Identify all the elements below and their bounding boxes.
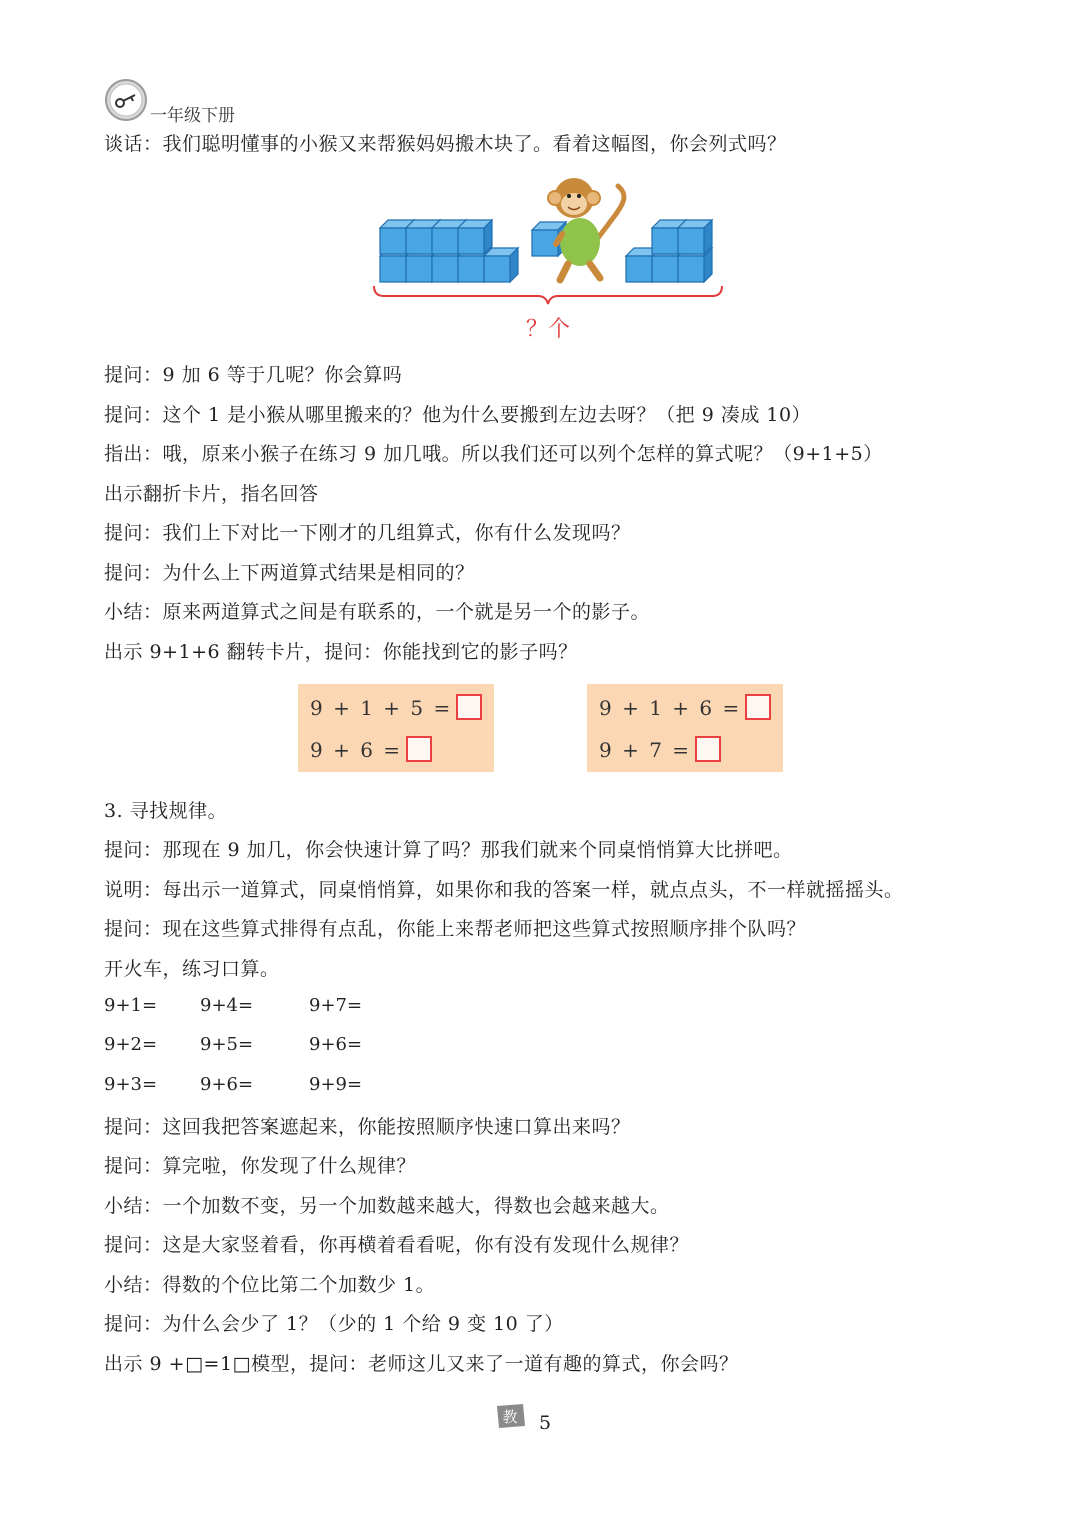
text-line: 说明：每出示一道算式，同桌悄悄算，如果你和我的答案一样，就点点头，不一样就摇摇头。 <box>104 879 904 901</box>
text-line: 提问：算完啦，你发现了什么规律？ <box>104 1155 417 1177</box>
text-line: 提问：现在这些算式排得有点乱，你能上来帮老师把这些算式按照顺序排个队吗？ <box>104 918 807 940</box>
card-equation: 9 + 7 = <box>599 738 692 762</box>
text-line: 提问：为什么会少了 1？（少的 1 个给 9 变 10 了） <box>104 1313 564 1335</box>
calc-item: 9+3= <box>104 1074 158 1095</box>
text-line: 提问：这是大家竖着看，你再横着看看呢，你有没有发现什么规律？ <box>104 1234 690 1256</box>
calc-item: 9+1= <box>104 995 158 1016</box>
intro-line: 谈话：我们聪明懂事的小猴又来帮猴妈妈搬木块了。看着这幅图，你会列式吗？ <box>104 133 787 155</box>
key-icon <box>104 78 148 122</box>
text-line: 出示 9 +□=1□模型，提问：老师这儿又来了一道有趣的算式，你会吗？ <box>104 1353 739 1375</box>
answer-box <box>406 736 432 762</box>
text-line: 出示 9+1+6 翻转卡片，提问：你能找到它的影子吗？ <box>104 641 578 663</box>
block <box>678 220 712 254</box>
answer-box <box>745 694 771 720</box>
monkey-blocks-figure <box>370 168 730 344</box>
answer-box <box>456 694 482 720</box>
text-line: 开火车，练习口算。 <box>104 958 280 980</box>
question-label: ？个 <box>525 317 571 342</box>
text-line: 小结：一个加数不变，另一个加数越来越大，得数也会越来越大。 <box>104 1195 670 1217</box>
brace <box>374 286 722 304</box>
answer-box <box>695 736 721 762</box>
calc-item: 9+6= <box>309 1034 363 1055</box>
badge-label: 教 <box>502 1408 518 1426</box>
text-line: 提问：9 加 6 等于几呢？你会算吗 <box>104 364 403 386</box>
calc-item: 9+2= <box>104 1034 158 1055</box>
text-line: 指出：哦，原来小猴子在练习 9 加几哦。所以我们还可以列个怎样的算式呢？（9+1+5） <box>104 443 883 465</box>
text-line: 出示翻折卡片，指名回答 <box>104 483 319 505</box>
text-line: 提问：这个 1 是小猴从哪里搬来的？他为什么要搬到左边去呀？（把 9 凑成 10） <box>104 404 812 426</box>
text-line: 小结：原来两道算式之间是有联系的，一个就是另一个的影子。 <box>104 601 651 623</box>
text-line: 提问：那现在 9 加几，你会快速计算了吗？那我们就来个同桌悄悄算大比拼吧。 <box>104 839 793 861</box>
section-heading: 3. 寻找规律。 <box>104 800 228 822</box>
grade-label: 一年级下册 <box>150 106 235 126</box>
card-equation: 9 + 1 + 5 = <box>310 696 453 720</box>
block <box>458 220 492 254</box>
text-line: 提问：这回我把答案遮起来，你能按照顺序快速口算出来吗？ <box>104 1116 631 1138</box>
calc-item: 9+5= <box>200 1034 254 1055</box>
calc-item: 9+4= <box>200 995 254 1016</box>
teaching-badge <box>495 1402 527 1430</box>
flip-card <box>298 684 494 772</box>
card-equation: 9 + 6 = <box>310 738 403 762</box>
flip-card <box>587 684 783 772</box>
text-line: 提问：我们上下对比一下刚才的几组算式，你有什么发现吗？ <box>104 522 631 544</box>
text-line: 提问：为什么上下两道算式结果是相同的？ <box>104 562 475 584</box>
block <box>484 248 518 282</box>
card-equation: 9 + 1 + 6 = <box>599 696 742 720</box>
calc-item: 9+9= <box>309 1074 363 1095</box>
calc-item: 9+7= <box>309 995 363 1016</box>
calc-item: 9+6= <box>200 1074 254 1095</box>
text-line: 小结：得数的个位比第二个加数少 1。 <box>104 1274 436 1296</box>
page-number: 5 <box>539 1412 552 1434</box>
